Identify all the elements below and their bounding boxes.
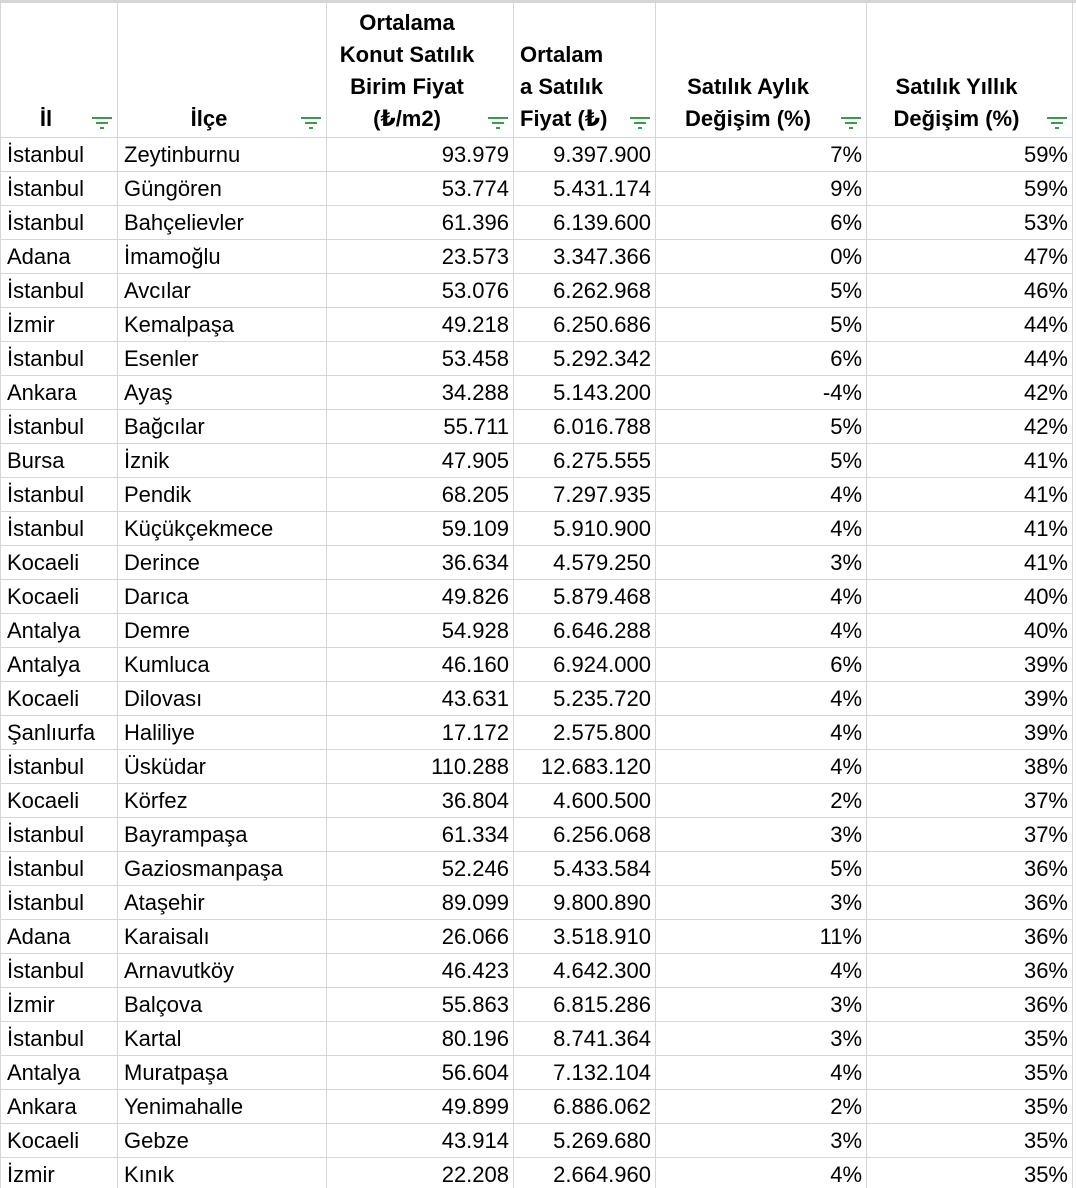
cell-yillik-degisim[interactable]: 35% (867, 1056, 1073, 1090)
cell-aylik-degisim[interactable]: 4% (656, 614, 867, 648)
cell-ilce[interactable]: Üsküdar (118, 750, 327, 784)
filter-icon[interactable] (629, 115, 651, 131)
cell-yillik-degisim[interactable]: 59% (867, 172, 1073, 206)
cell-il[interactable]: Antalya (1, 648, 118, 682)
cell-satilik-fiyat[interactable]: 9.397.900 (514, 138, 656, 172)
cell-satilik-fiyat[interactable]: 5.143.200 (514, 376, 656, 410)
cell-birim-fiyat[interactable]: 61.334 (327, 818, 514, 852)
cell-satilik-fiyat[interactable]: 4.642.300 (514, 954, 656, 988)
table-row (1, 512, 1073, 546)
table-row (1, 308, 1073, 342)
cell-satilik-fiyat[interactable]: 6.256.068 (514, 818, 656, 852)
cell-satilik-fiyat[interactable]: 7.132.104 (514, 1056, 656, 1090)
table-row (1, 750, 1073, 784)
cell-aylik-degisim[interactable]: 5% (656, 444, 867, 478)
cell-aylik-degisim[interactable]: 0% (656, 240, 867, 274)
cell-birim-fiyat[interactable]: 43.914 (327, 1124, 514, 1158)
table-row (1, 172, 1073, 206)
cell-il[interactable]: Adana (1, 240, 118, 274)
cell-birim-fiyat[interactable]: 36.804 (327, 784, 514, 818)
table-row (1, 206, 1073, 240)
header-label: Ortalama Konut Satılık Birim Fiyat (₺/m2) (339, 10, 475, 131)
filter-icon[interactable] (840, 115, 862, 131)
table-row (1, 988, 1073, 1022)
cell-il[interactable]: İstanbul (1, 342, 118, 376)
cell-birim-fiyat[interactable]: 89.099 (327, 886, 514, 920)
header-label: İl (39, 106, 53, 131)
header-aylik-degisim[interactable] (656, 1, 867, 138)
cell-ilce[interactable]: Demre (118, 614, 327, 648)
cell-il[interactable]: Kocaeli (1, 682, 118, 716)
cell-birim-fiyat[interactable]: 47.905 (327, 444, 514, 478)
cell-aylik-degisim[interactable]: 5% (656, 274, 867, 308)
cell-yillik-degisim[interactable]: 47% (867, 240, 1073, 274)
cell-ilce[interactable]: Kartal (118, 1022, 327, 1056)
cell-il[interactable]: İstanbul (1, 206, 118, 240)
cell-ilce[interactable]: Bağcılar (118, 410, 327, 444)
cell-yillik-degisim[interactable]: 53% (867, 206, 1073, 240)
table-row (1, 240, 1073, 274)
header-label: Satılık Yıllık Değişim (%) (893, 74, 1020, 131)
cell-satilik-fiyat[interactable]: 6.275.555 (514, 444, 656, 478)
cell-satilik-fiyat[interactable]: 6.815.286 (514, 988, 656, 1022)
cell-birim-fiyat[interactable]: 110.288 (327, 750, 514, 784)
cell-il[interactable]: İzmir (1, 988, 118, 1022)
cell-aylik-degisim[interactable]: 7% (656, 138, 867, 172)
cell-il[interactable]: Antalya (1, 1056, 118, 1090)
cell-aylik-degisim[interactable]: 2% (656, 784, 867, 818)
cell-satilik-fiyat[interactable]: 4.579.250 (514, 546, 656, 580)
header-birim-fiyat[interactable] (327, 1, 514, 138)
header-yillik-degisim[interactable] (867, 1, 1073, 138)
cell-birim-fiyat[interactable]: 43.631 (327, 682, 514, 716)
table-row (1, 444, 1073, 478)
table-row (1, 376, 1073, 410)
cell-ilce[interactable]: İznik (118, 444, 327, 478)
header-label: İlçe (190, 106, 228, 131)
cell-birim-fiyat[interactable]: 53.458 (327, 342, 514, 376)
cell-satilik-fiyat[interactable]: 6.016.788 (514, 410, 656, 444)
cell-yillik-degisim[interactable]: 40% (867, 580, 1073, 614)
table-row (1, 920, 1073, 954)
cell-aylik-degisim[interactable]: 3% (656, 818, 867, 852)
cell-il[interactable]: Kocaeli (1, 546, 118, 580)
table-row (1, 342, 1073, 376)
cell-ilce[interactable]: Zeytinburnu (118, 138, 327, 172)
table-row (1, 1022, 1073, 1056)
table-row (1, 784, 1073, 818)
cell-birim-fiyat[interactable]: 26.066 (327, 920, 514, 954)
cell-ilce[interactable]: Ayaş (118, 376, 327, 410)
table-row (1, 478, 1073, 512)
cell-aylik-degisim[interactable]: 3% (656, 1124, 867, 1158)
cell-yillik-degisim[interactable]: 35% (867, 1090, 1073, 1124)
cell-aylik-degisim[interactable]: 3% (656, 1022, 867, 1056)
cell-ilce[interactable]: Darıca (118, 580, 327, 614)
cell-yillik-degisim[interactable]: 44% (867, 308, 1073, 342)
cell-aylik-degisim[interactable]: 6% (656, 648, 867, 682)
cell-yillik-degisim[interactable]: 41% (867, 546, 1073, 580)
cell-yillik-degisim[interactable]: 38% (867, 750, 1073, 784)
table-row (1, 648, 1073, 682)
table-row (1, 580, 1073, 614)
cell-yillik-degisim[interactable]: 35% (867, 1022, 1073, 1056)
cell-yillik-degisim[interactable]: 39% (867, 716, 1073, 750)
cell-yillik-degisim[interactable]: 37% (867, 784, 1073, 818)
cell-yillik-degisim[interactable]: 36% (867, 852, 1073, 886)
cell-ilce[interactable]: Pendik (118, 478, 327, 512)
cell-satilik-fiyat[interactable]: 7.297.935 (514, 478, 656, 512)
cell-ilce[interactable]: Muratpaşa (118, 1056, 327, 1090)
cell-birim-fiyat[interactable]: 34.288 (327, 376, 514, 410)
table-row (1, 954, 1073, 988)
cell-satilik-fiyat[interactable]: 6.250.686 (514, 308, 656, 342)
cell-ilce[interactable]: Kınık (118, 1158, 327, 1188)
cell-ilce[interactable]: İmamoğlu (118, 240, 327, 274)
cell-birim-fiyat[interactable]: 80.196 (327, 1022, 514, 1056)
cell-ilce[interactable]: Gebze (118, 1124, 327, 1158)
cell-il[interactable]: Kocaeli (1, 784, 118, 818)
cell-yillik-degisim[interactable]: 41% (867, 444, 1073, 478)
cell-birim-fiyat[interactable]: 59.109 (327, 512, 514, 546)
cell-satilik-fiyat[interactable]: 9.800.890 (514, 886, 656, 920)
cell-birim-fiyat[interactable]: 53.076 (327, 274, 514, 308)
header-ilce[interactable] (118, 1, 327, 138)
cell-il[interactable]: İstanbul (1, 274, 118, 308)
cell-satilik-fiyat[interactable]: 5.431.174 (514, 172, 656, 206)
cell-birim-fiyat[interactable]: 49.899 (327, 1090, 514, 1124)
filter-icon[interactable] (300, 115, 322, 131)
cell-ilce[interactable]: Haliliye (118, 716, 327, 750)
cell-il[interactable]: Antalya (1, 614, 118, 648)
cell-satilik-fiyat[interactable]: 6.646.288 (514, 614, 656, 648)
cell-il[interactable]: İstanbul (1, 410, 118, 444)
cell-il[interactable]: İstanbul (1, 886, 118, 920)
cell-yillik-degisim[interactable]: 40% (867, 614, 1073, 648)
cell-yillik-degisim[interactable]: 35% (867, 1158, 1073, 1188)
cell-il[interactable]: İstanbul (1, 512, 118, 546)
cell-il[interactable]: Şanlıurfa (1, 716, 118, 750)
cell-birim-fiyat[interactable]: 49.826 (327, 580, 514, 614)
table-row (1, 138, 1073, 172)
cell-aylik-degisim[interactable]: 4% (656, 512, 867, 546)
cell-ilce[interactable]: Küçükçekmece (118, 512, 327, 546)
cell-aylik-degisim[interactable]: 4% (656, 1056, 867, 1090)
table-row (1, 274, 1073, 308)
cell-yillik-degisim[interactable]: 39% (867, 682, 1073, 716)
cell-ilce[interactable]: Balçova (118, 988, 327, 1022)
cell-yillik-degisim[interactable]: 36% (867, 920, 1073, 954)
cell-yillik-degisim[interactable]: 37% (867, 818, 1073, 852)
cell-aylik-degisim[interactable]: 4% (656, 580, 867, 614)
cell-aylik-degisim[interactable]: 3% (656, 886, 867, 920)
table-row (1, 1056, 1073, 1090)
cell-aylik-degisim[interactable]: 6% (656, 342, 867, 376)
cell-birim-fiyat[interactable]: 54.928 (327, 614, 514, 648)
cell-il[interactable]: İstanbul (1, 478, 118, 512)
header-il[interactable] (1, 1, 118, 138)
cell-satilik-fiyat[interactable]: 5.235.720 (514, 682, 656, 716)
cell-il[interactable]: İstanbul (1, 1022, 118, 1056)
cell-ilce[interactable]: Ataşehir (118, 886, 327, 920)
cell-ilce[interactable]: Kemalpaşa (118, 308, 327, 342)
cell-satilik-fiyat[interactable]: 5.269.680 (514, 1124, 656, 1158)
header-label: Satılık Aylık Değişim (%) (685, 74, 811, 131)
cell-aylik-degisim[interactable]: 6% (656, 206, 867, 240)
cell-birim-fiyat[interactable]: 46.160 (327, 648, 514, 682)
cell-yillik-degisim[interactable]: 36% (867, 954, 1073, 988)
filter-icon[interactable] (91, 115, 113, 131)
cell-aylik-degisim[interactable]: 4% (656, 1158, 867, 1188)
cell-ilce[interactable]: Karaisalı (118, 920, 327, 954)
cell-aylik-degisim[interactable]: 11% (656, 920, 867, 954)
cell-birim-fiyat[interactable]: 53.774 (327, 172, 514, 206)
header-label: Ortalam a Satılık Fiyat (₺) (520, 42, 608, 131)
cell-yillik-degisim[interactable]: 36% (867, 886, 1073, 920)
cell-birim-fiyat[interactable]: 52.246 (327, 852, 514, 886)
cell-yillik-degisim[interactable]: 59% (867, 138, 1073, 172)
header-satilik-fiyat[interactable] (514, 1, 656, 138)
cell-ilce[interactable]: Yenimahalle (118, 1090, 327, 1124)
cell-aylik-degisim[interactable]: -4% (656, 376, 867, 410)
table-row (1, 410, 1073, 444)
cell-birim-fiyat[interactable]: 46.423 (327, 954, 514, 988)
cell-birim-fiyat[interactable]: 36.634 (327, 546, 514, 580)
cell-birim-fiyat[interactable]: 61.396 (327, 206, 514, 240)
cell-il[interactable]: İstanbul (1, 818, 118, 852)
cell-birim-fiyat[interactable]: 17.172 (327, 716, 514, 750)
cell-yillik-degisim[interactable]: 41% (867, 512, 1073, 546)
table-row (1, 1124, 1073, 1158)
cell-il[interactable]: İstanbul (1, 750, 118, 784)
cell-il[interactable]: İzmir (1, 308, 118, 342)
cell-satilik-fiyat[interactable]: 6.924.000 (514, 648, 656, 682)
cell-il[interactable]: Kocaeli (1, 580, 118, 614)
cell-aylik-degisim[interactable]: 3% (656, 988, 867, 1022)
cell-birim-fiyat[interactable]: 55.711 (327, 410, 514, 444)
table-row (1, 546, 1073, 580)
cell-satilik-fiyat[interactable]: 6.886.062 (514, 1090, 656, 1124)
cell-ilce[interactable]: Derince (118, 546, 327, 580)
table-row (1, 886, 1073, 920)
cell-yillik-degisim[interactable]: 41% (867, 478, 1073, 512)
cell-satilik-fiyat[interactable]: 5.433.584 (514, 852, 656, 886)
cell-ilce[interactable]: Bahçelievler (118, 206, 327, 240)
table-row (1, 818, 1073, 852)
cell-yillik-degisim[interactable]: 39% (867, 648, 1073, 682)
table-row (1, 852, 1073, 886)
cell-birim-fiyat[interactable]: 55.863 (327, 988, 514, 1022)
cell-birim-fiyat[interactable]: 23.573 (327, 240, 514, 274)
cell-il[interactable]: İstanbul (1, 172, 118, 206)
cell-satilik-fiyat[interactable]: 3.518.910 (514, 920, 656, 954)
cell-satilik-fiyat[interactable]: 5.292.342 (514, 342, 656, 376)
cell-ilce[interactable]: Esenler (118, 342, 327, 376)
cell-il[interactable]: Kocaeli (1, 1124, 118, 1158)
table-body (1, 138, 1073, 1188)
cell-ilce[interactable]: Güngören (118, 172, 327, 206)
cell-ilce[interactable]: Kumluca (118, 648, 327, 682)
cell-satilik-fiyat[interactable]: 6.139.600 (514, 206, 656, 240)
cell-satilik-fiyat[interactable]: 5.910.900 (514, 512, 656, 546)
cell-aylik-degisim[interactable]: 4% (656, 716, 867, 750)
cell-il[interactable]: Bursa (1, 444, 118, 478)
cell-ilce[interactable]: Gaziosmanpaşa (118, 852, 327, 886)
cell-satilik-fiyat[interactable]: 12.683.120 (514, 750, 656, 784)
cell-il[interactable]: İzmir (1, 1158, 118, 1188)
cell-satilik-fiyat[interactable]: 5.879.468 (514, 580, 656, 614)
cell-satilik-fiyat[interactable]: 2.575.800 (514, 716, 656, 750)
cell-aylik-degisim[interactable]: 4% (656, 750, 867, 784)
cell-aylik-degisim[interactable]: 4% (656, 478, 867, 512)
cell-satilik-fiyat[interactable]: 4.600.500 (514, 784, 656, 818)
table-row (1, 1090, 1073, 1124)
filter-icon[interactable] (487, 115, 509, 131)
table-row (1, 682, 1073, 716)
header-row (1, 1, 1073, 138)
table-row (1, 614, 1073, 648)
cell-aylik-degisim[interactable]: 9% (656, 172, 867, 206)
cell-il[interactable]: İstanbul (1, 954, 118, 988)
cell-satilik-fiyat[interactable]: 8.741.364 (514, 1022, 656, 1056)
cell-aylik-degisim[interactable]: 4% (656, 682, 867, 716)
cell-birim-fiyat[interactable]: 93.979 (327, 138, 514, 172)
cell-satilik-fiyat[interactable]: 6.262.968 (514, 274, 656, 308)
cell-birim-fiyat[interactable]: 68.205 (327, 478, 514, 512)
cell-aylik-degisim[interactable]: 3% (656, 546, 867, 580)
cell-yillik-degisim[interactable]: 42% (867, 376, 1073, 410)
cell-il[interactable]: Adana (1, 920, 118, 954)
cell-yillik-degisim[interactable]: 36% (867, 988, 1073, 1022)
cell-aylik-degisim[interactable]: 5% (656, 308, 867, 342)
cell-birim-fiyat[interactable]: 22.208 (327, 1158, 514, 1188)
cell-ilce[interactable]: Körfez (118, 784, 327, 818)
cell-yillik-degisim[interactable]: 44% (867, 342, 1073, 376)
cell-il[interactable]: İstanbul (1, 852, 118, 886)
table-row (1, 1158, 1073, 1188)
cell-birim-fiyat[interactable]: 49.218 (327, 308, 514, 342)
cell-il[interactable]: Ankara (1, 376, 118, 410)
cell-yillik-degisim[interactable]: 35% (867, 1124, 1073, 1158)
cell-aylik-degisim[interactable]: 4% (656, 954, 867, 988)
cell-ilce[interactable]: Dilovası (118, 682, 327, 716)
cell-ilce[interactable]: Avcılar (118, 274, 327, 308)
cell-aylik-degisim[interactable]: 5% (656, 410, 867, 444)
cell-birim-fiyat[interactable]: 56.604 (327, 1056, 514, 1090)
table-row (1, 716, 1073, 750)
cell-satilik-fiyat[interactable]: 3.347.366 (514, 240, 656, 274)
cell-yillik-degisim[interactable]: 46% (867, 274, 1073, 308)
filter-icon[interactable] (1046, 115, 1068, 131)
cell-yillik-degisim[interactable]: 42% (867, 410, 1073, 444)
cell-satilik-fiyat[interactable]: 2.664.960 (514, 1158, 656, 1188)
cell-ilce[interactable]: Bayrampaşa (118, 818, 327, 852)
cell-il[interactable]: İstanbul (1, 138, 118, 172)
cell-aylik-degisim[interactable]: 5% (656, 852, 867, 886)
cell-ilce[interactable]: Arnavutköy (118, 954, 327, 988)
cell-il[interactable]: Ankara (1, 1090, 118, 1124)
cell-aylik-degisim[interactable]: 2% (656, 1090, 867, 1124)
